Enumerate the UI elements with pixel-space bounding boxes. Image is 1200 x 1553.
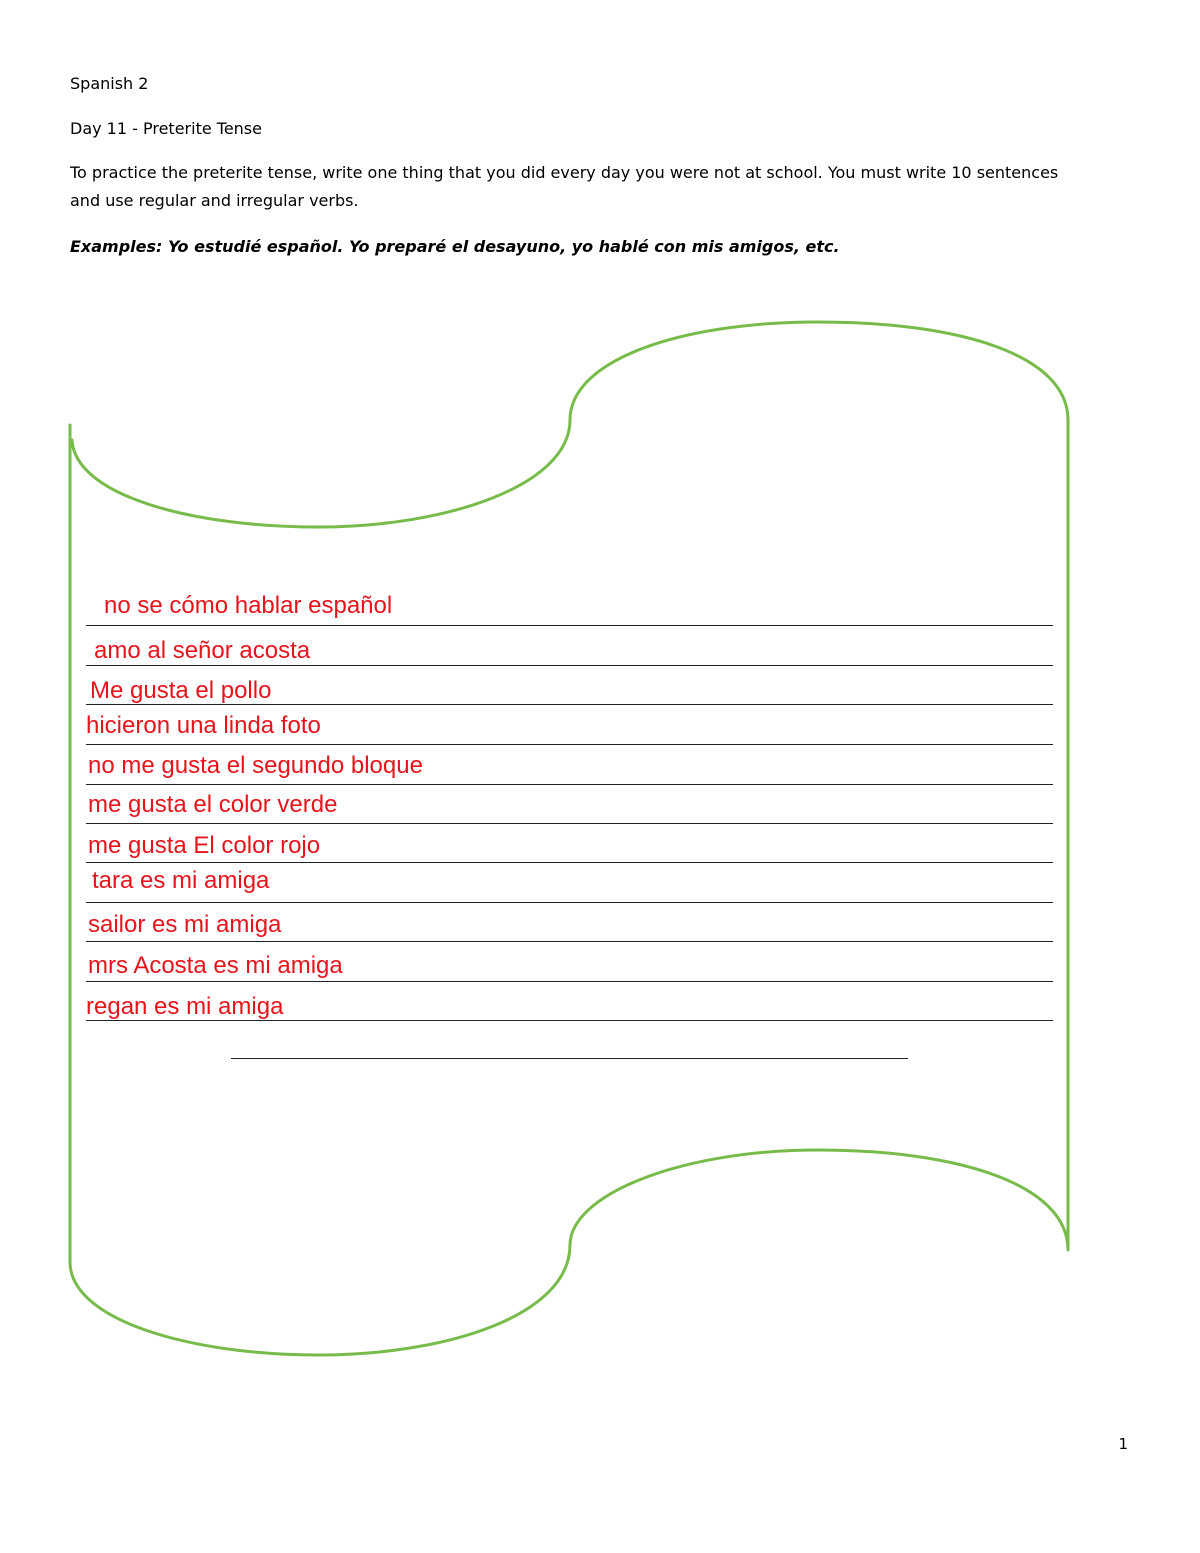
answer-line-2	[86, 665, 1053, 666]
answer-line-6	[86, 823, 1053, 824]
answer-line-7	[86, 862, 1053, 863]
page-number: 1	[1118, 1435, 1128, 1453]
answer-line-2-text: amo al señor acosta	[94, 637, 311, 664]
course-title: Spanish 2	[70, 74, 149, 93]
examples-text: Examples: Yo estudié español. Yo preparé el desayuno, yo hablé con mis amigos, etc.	[70, 237, 840, 256]
answer-line-3-text: Me gusta el pollo	[90, 677, 272, 704]
answer-line-11-text: regan es mi amiga	[86, 993, 284, 1020]
answer-line-8	[86, 902, 1053, 903]
answer-line-10	[86, 981, 1053, 982]
answer-line-5	[86, 784, 1053, 785]
answer-line-8-text: tara es mi amiga	[92, 867, 270, 894]
day-title: Day 11 - Preterite Tense	[70, 119, 262, 138]
answer-line-6-text: me gusta el color verde	[88, 791, 338, 818]
answer-line-1	[86, 625, 1053, 626]
blank-answer-line	[231, 1058, 908, 1059]
answer-line-5-text: no me gusta el segundo bloque	[88, 752, 423, 779]
answer-line-10-text: mrs Acosta es mi amiga	[88, 952, 343, 979]
answer-line-4	[86, 744, 1053, 745]
instructions-text: To practice the preterite tense, write one thing that you did every day you were not at school. You must write 10 sentences and use regular and irregular verbs.	[70, 163, 1059, 210]
answer-line-7-text: me gusta El color rojo	[88, 832, 321, 859]
answer-line-4-text: hicieron una linda foto	[86, 712, 321, 739]
answer-line-9	[86, 941, 1053, 942]
answer-line-9-text: sailor es mi amiga	[88, 911, 282, 938]
answer-line-11	[86, 1020, 1053, 1021]
answer-line-3	[86, 704, 1053, 705]
answer-line-1-text: no se cómo hablar español	[104, 592, 393, 619]
